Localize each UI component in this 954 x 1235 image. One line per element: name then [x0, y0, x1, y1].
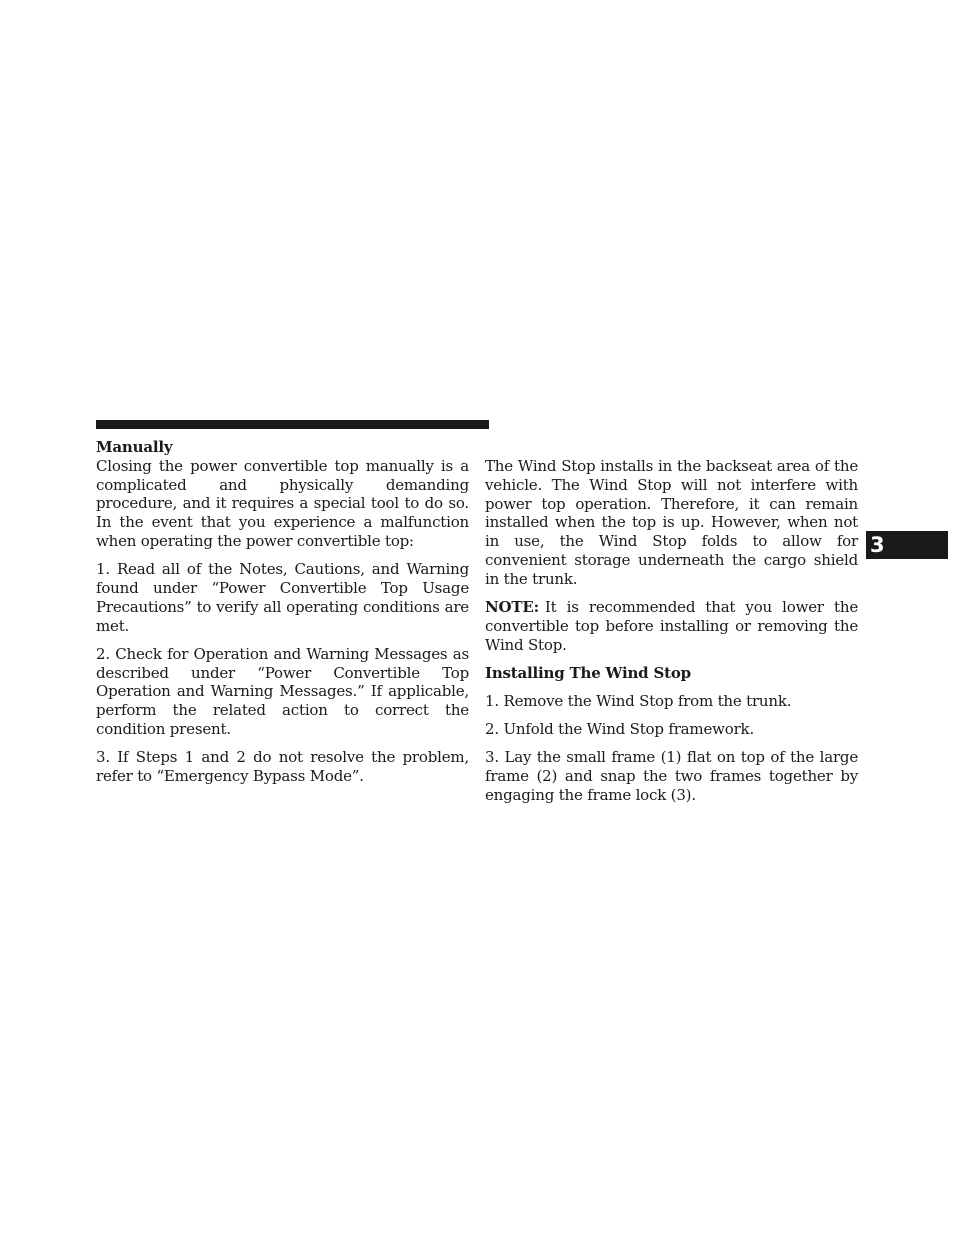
chapter-tab: 3 [866, 531, 948, 559]
manually-step-2: 2. Check for Operation and Warning Messages as described under “Power Convertible Top Operation and Warning Messages.” If applicable, perform the related action to correct the condition present. [96, 644, 469, 738]
left-column [96, 438, 469, 795]
manually-step-1: 1. Read all of the Notes, Cautions, and Warning found under “Power Convertible Top Usage Precautions” to verify all operating conditions are met. [96, 560, 469, 635]
section-divider-bar [96, 420, 489, 429]
manually-intro-paragraph: Closing the power convertible top manually is a complicated and physically demanding procedure, and it requires a special tool to do so. In the event that you experience a malfunction when operating the power convertible top: [96, 456, 469, 550]
install-step-3: 3. Lay the small frame (1) flat on top of the large frame (2) and snap the two frames together by engaging the frame lock (3). [485, 748, 858, 804]
installing-wind-stop-heading: Installing The Wind Stop [485, 663, 691, 682]
manually-step-3: 3. If Steps 1 and 2 do not resolve the problem, refer to “Emergency Bypass Mode”. [96, 748, 469, 785]
install-step-1: 1. Remove the Wind Stop from the trunk. [485, 691, 792, 710]
note-text: It is recommended that you lower the convertible top before installing or removing the Wind Stop. [485, 597, 858, 654]
right-column [485, 457, 858, 814]
wind-stop-intro-paragraph: The Wind Stop installs in the backseat area of the vehicle. The Wind Stop will not interfere with power top operation. Therefore, it can remain installed when the top is up. However, when not in use, the Wind Stop folds to allow for convenient storage underneath the cargo shield in the trunk. [485, 457, 858, 588]
manually-heading: Manually [96, 438, 173, 456]
note-paragraph [485, 598, 858, 654]
note-label: NOTE: [485, 597, 539, 616]
install-step-2: 2. Unfold the Wind Stop framework. [485, 720, 755, 739]
